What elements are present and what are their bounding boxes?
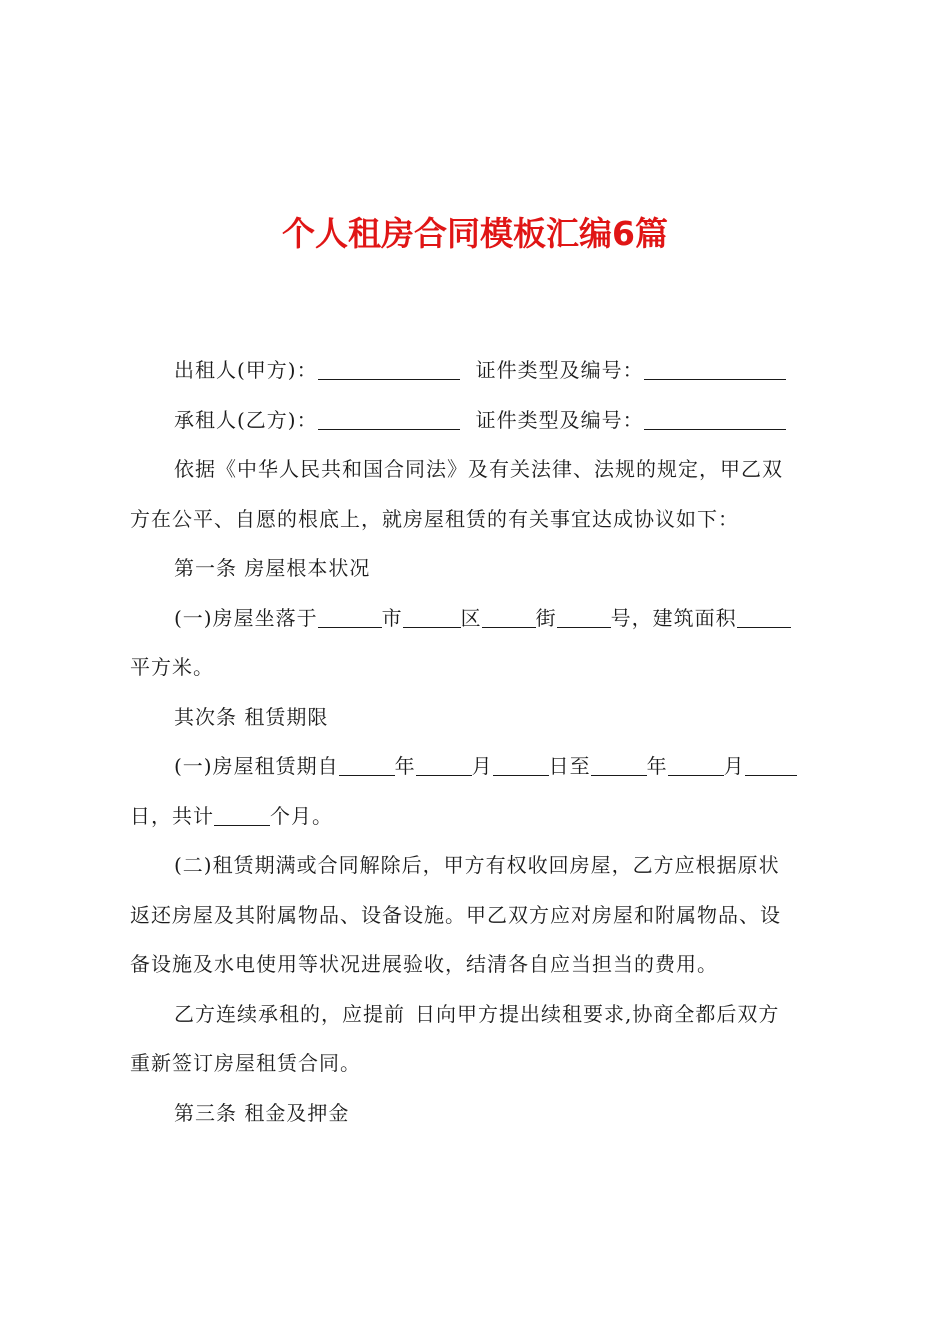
clause-text: 日至 (548, 754, 591, 778)
clause-text: 年 (394, 754, 416, 778)
clause-text: 个月。 (270, 803, 333, 828)
end-month-blank (668, 755, 724, 776)
article-1-clause-1-cont: 平方米。 (130, 655, 214, 679)
clause-text: 号，建筑面积 (610, 605, 737, 630)
clause-text: 日，共计 (130, 803, 214, 828)
area-blank (737, 607, 791, 628)
lessee-blank (318, 409, 460, 430)
end-year-blank (591, 755, 647, 776)
intro-line-1: 依据《中华人民共和国合同法》及有关法律、法规的规定，甲乙双 (174, 457, 783, 481)
document-title: 个人租房合同模板汇编6篇 (282, 214, 668, 253)
lessor-id-label: 证件类型及编号： (475, 358, 644, 382)
article-2-clause-1 (130, 742, 830, 792)
start-day-blank (493, 755, 549, 776)
months-blank (214, 805, 270, 826)
clause-text: 区 (460, 605, 482, 630)
document-body (130, 346, 830, 1138)
clause-text: (一)房屋坐落于 (174, 605, 318, 630)
lessee-line (130, 396, 830, 446)
article-2-title: 其次条 租赁期限 (174, 704, 329, 729)
lessee-id-label: 证件类型及编号： (475, 407, 644, 432)
lessee-label: 承租人(乙方)： (174, 407, 318, 432)
end-day-blank (745, 755, 797, 776)
clause-text: 日向甲方提出续租要求,协商全都后双方 (415, 1001, 780, 1026)
clause-text: 年 (646, 754, 668, 778)
article-2-renewal-line-1 (130, 990, 830, 1040)
city-blank (318, 607, 382, 628)
lessor-blank (318, 359, 460, 380)
article-2-clause-2-line-2: 返还房屋及其附属物品、设备设施。甲乙双方应对房屋和附属物品、设 (130, 902, 781, 927)
lessor-line (130, 346, 830, 396)
article-2-clause-2-line-3: 备设施及水电使用等状况进展验收，结清各自应当担当的费用。 (130, 952, 718, 976)
article-2-renewal-line-2: 重新签订房屋租赁合同。 (130, 1051, 361, 1075)
lessor-id-blank (644, 359, 786, 380)
start-month-blank (416, 755, 472, 776)
article-2-clause-1-cont (130, 792, 830, 842)
clause-text: 月 (471, 754, 493, 778)
clause-text: (一)房屋租赁期自 (174, 754, 339, 778)
clause-text: 月 (723, 754, 745, 778)
article-1-clause-1 (130, 594, 830, 644)
start-year-blank (339, 755, 395, 776)
article-2-clause-2-line-1: (二)租赁期满或合同解除后，甲方有权收回房屋，乙方应根据原状 (174, 853, 780, 877)
clause-text: 乙方连续承租的，应提前 (174, 1001, 405, 1026)
clause-text: 街 (535, 605, 557, 630)
clause-text: 市 (381, 605, 403, 630)
article-1-title: 第一条 房屋根本状况 (174, 556, 371, 580)
article-3-title: 第三条 租金及押金 (174, 1100, 350, 1125)
lessee-id-blank (644, 409, 786, 430)
intro-line-2: 方在公平、自愿的根底上，就房屋租赁的有关事宜达成协议如下： (130, 506, 739, 531)
number-blank (557, 607, 611, 628)
district-blank (403, 607, 461, 628)
street-blank (482, 607, 536, 628)
lessor-label: 出租人(甲方)： (174, 358, 318, 382)
